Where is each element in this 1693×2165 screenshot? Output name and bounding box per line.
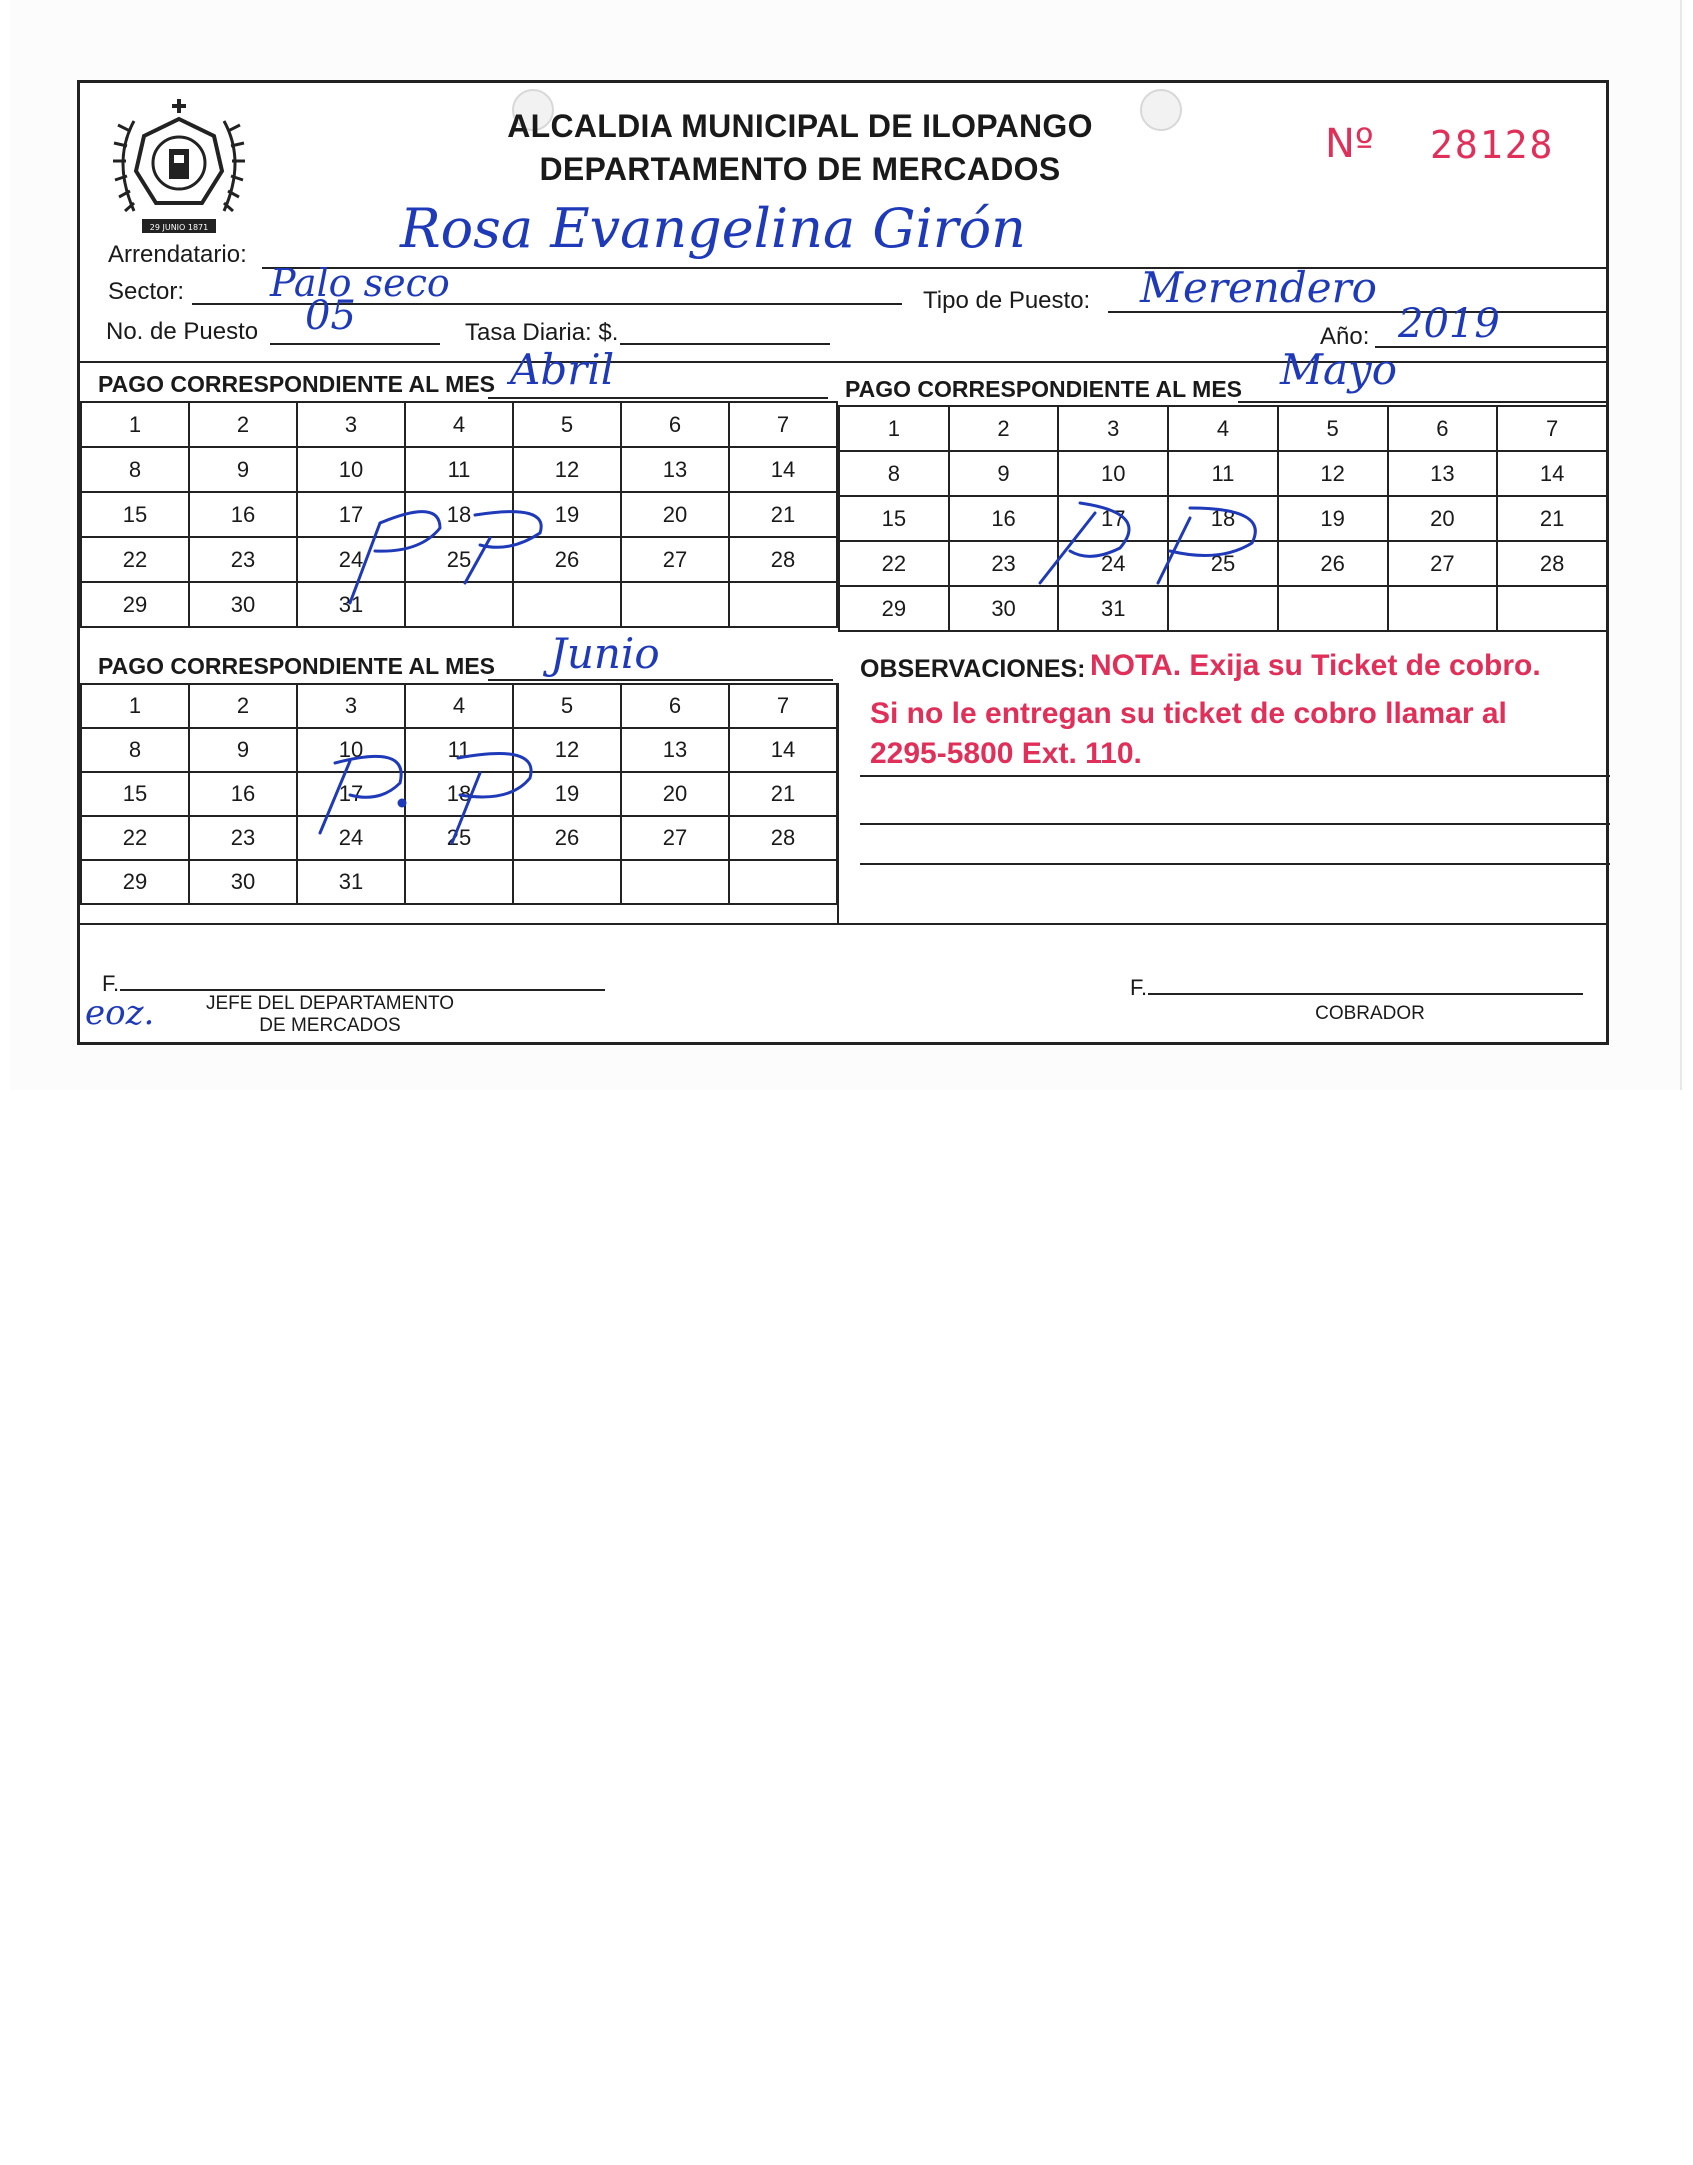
folio-symbol: Nº <box>1325 121 1374 167</box>
month-2-line <box>1238 401 1608 403</box>
observaciones-line-2 <box>860 823 1610 825</box>
calendar-day-cell[interactable]: 20 <box>1388 496 1498 541</box>
signature-right-line[interactable] <box>1148 993 1583 995</box>
calendar-week-row <box>81 402 837 447</box>
punch-hole-right <box>1140 89 1182 131</box>
calendar-week-row <box>81 582 837 627</box>
calendar-day-cell[interactable]: 1 <box>81 402 189 447</box>
calendar-day-cell[interactable]: 13 <box>621 728 729 772</box>
calendar-day-cell[interactable]: 22 <box>81 537 189 582</box>
calendar-day-cell[interactable]: 19 <box>1278 496 1388 541</box>
calendar-day-cell[interactable]: 10 <box>297 447 405 492</box>
calendar-day-cell[interactable]: 6 <box>621 402 729 447</box>
calendar-day-cell[interactable]: 26 <box>513 537 621 582</box>
nota-line-1: NOTA. Exija su Ticket de cobro. <box>1090 649 1541 682</box>
calendar-day-cell[interactable]: 29 <box>81 860 189 904</box>
arrendatario-value[interactable]: Rosa Evangelina Girón <box>400 197 1026 260</box>
calendar-day-cell[interactable]: 13 <box>1388 451 1498 496</box>
calendar-day-cell[interactable]: 18 <box>405 492 513 537</box>
calendar-day-cell[interactable] <box>513 582 621 627</box>
calendar-day-cell[interactable]: 15 <box>81 492 189 537</box>
calendar-day-cell[interactable]: 16 <box>949 496 1059 541</box>
sector-value[interactable]: Palo seco <box>270 261 450 305</box>
calendar-week-row <box>81 860 837 904</box>
calendar-day-cell[interactable]: 24 <box>297 537 405 582</box>
calendar-day-cell[interactable] <box>621 582 729 627</box>
calendar-week-row <box>839 406 1607 451</box>
title-municipality: ALCALDIA MUNICIPAL DE ILOPANGO <box>507 108 1093 144</box>
calendar-day-cell[interactable]: 22 <box>839 541 949 586</box>
calendar-day-cell[interactable]: 23 <box>949 541 1059 586</box>
calendar-day-cell[interactable] <box>729 860 837 904</box>
puesto-line <box>270 343 440 345</box>
nota-line-2: Si no le entregan su ticket de cobro llamar al <box>870 697 1507 730</box>
month-1-calendar <box>80 401 838 628</box>
observaciones-divider <box>837 683 839 923</box>
calendar-day-cell[interactable]: 2 <box>189 684 297 728</box>
calendar-week-row <box>81 492 837 537</box>
calendar-day-cell[interactable]: 21 <box>729 492 837 537</box>
calendar-day-cell[interactable]: 21 <box>729 772 837 816</box>
anio-value[interactable]: 2019 <box>1398 301 1500 347</box>
seal-banner-text: 29 JUNIO 1871 <box>149 223 209 232</box>
month-2-value[interactable]: Mayo <box>1280 345 1398 394</box>
calendar-day-cell[interactable]: 28 <box>1497 541 1607 586</box>
puesto-value[interactable]: 05 <box>305 293 356 339</box>
calendar-day-cell[interactable]: 24 <box>297 816 405 860</box>
calendar-week-row <box>839 541 1607 586</box>
calendar-day-cell[interactable]: 17 <box>1058 496 1168 541</box>
signature-left-line[interactable] <box>120 989 605 991</box>
calendar-week-row <box>81 447 837 492</box>
calendar-day-cell[interactable]: 30 <box>189 860 297 904</box>
calendar-day-cell[interactable]: 16 <box>189 772 297 816</box>
calendar-day-cell[interactable]: 21 <box>1497 496 1607 541</box>
month-3-value[interactable]: Junio <box>550 629 660 678</box>
calendar-day-cell[interactable]: 25 <box>1168 541 1278 586</box>
calendar-day-cell[interactable]: 31 <box>297 582 405 627</box>
calendar-day-cell[interactable]: 25 <box>405 537 513 582</box>
calendar-day-cell[interactable]: 22 <box>81 816 189 860</box>
calendar-week-row <box>81 816 837 860</box>
calendar-day-cell[interactable]: 31 <box>1058 586 1168 631</box>
signature-left-title-line1: JEFE DEL DEPARTAMENTO <box>205 993 455 1014</box>
calendar-day-cell[interactable]: 7 <box>729 684 837 728</box>
calendar-day-cell[interactable]: 12 <box>513 728 621 772</box>
calendar-week-row <box>839 496 1607 541</box>
calendar-day-cell[interactable]: 5 <box>513 402 621 447</box>
calendar-day-cell[interactable]: 6 <box>621 684 729 728</box>
calendar-day-cell[interactable]: 20 <box>621 772 729 816</box>
signature-right-prefix: F. <box>1130 975 1148 1000</box>
puesto-label: No. de Puesto <box>106 318 259 345</box>
calendar-day-cell[interactable]: 2 <box>949 406 1059 451</box>
calendar-day-cell[interactable]: 15 <box>839 496 949 541</box>
signature-left-title-line2: DE MERCADOS <box>259 1015 401 1036</box>
month-2-calendar <box>838 405 1608 632</box>
calendar-day-cell[interactable]: 23 <box>189 816 297 860</box>
calendar-day-cell[interactable]: 17 <box>297 772 405 816</box>
calendar-day-cell[interactable]: 29 <box>839 586 949 631</box>
month-3-label: PAGO CORRESPONDIENTE AL MES <box>98 653 496 679</box>
calendar-day-cell[interactable]: 4 <box>405 684 513 728</box>
calendar-day-cell[interactable]: 11 <box>405 447 513 492</box>
title-department: DEPARTAMENTO DE MERCADOS <box>539 151 1061 187</box>
calendar-day-cell[interactable] <box>513 860 621 904</box>
calendar-day-cell[interactable]: 31 <box>297 860 405 904</box>
calendar-day-cell[interactable]: 2 <box>189 402 297 447</box>
calendar-day-cell[interactable] <box>405 860 513 904</box>
calendar-day-cell[interactable]: 19 <box>513 772 621 816</box>
calendar-day-cell[interactable]: 26 <box>513 816 621 860</box>
calendar-day-cell[interactable]: 23 <box>189 537 297 582</box>
calendar-week-row <box>81 537 837 582</box>
arrendatario-label: Arrendatario: <box>108 241 247 268</box>
calendar-day-cell[interactable]: 3 <box>297 402 405 447</box>
calendar-day-cell[interactable]: 24 <box>1058 541 1168 586</box>
calendar-day-cell[interactable]: 14 <box>729 728 837 772</box>
calendar-day-cell[interactable]: 7 <box>729 402 837 447</box>
nota-line-3: 2295-5800 Ext. 110. <box>870 737 1142 770</box>
calendar-day-cell[interactable] <box>405 582 513 627</box>
calendar-day-cell[interactable]: 9 <box>189 728 297 772</box>
municipal-seal-logo <box>94 91 264 246</box>
calendar-day-cell[interactable]: 8 <box>81 447 189 492</box>
signature-left-prefix: F. <box>102 971 120 996</box>
tasa-line <box>620 343 830 345</box>
month-3-calendar <box>80 683 838 905</box>
calendar-day-cell[interactable]: 14 <box>729 447 837 492</box>
calendar-day-cell[interactable]: 11 <box>1168 451 1278 496</box>
calendar-day-cell[interactable]: 25 <box>405 816 513 860</box>
anio-label: Año: <box>1320 323 1370 350</box>
calendar-day-cell[interactable]: 27 <box>621 816 729 860</box>
month-3-line <box>488 679 833 681</box>
calendar-day-cell[interactable]: 4 <box>405 402 513 447</box>
tipo-puesto-value[interactable]: Merendero <box>1140 263 1377 312</box>
calendar-day-cell[interactable]: 3 <box>297 684 405 728</box>
calendar-day-cell[interactable]: 30 <box>949 586 1059 631</box>
calendar-day-cell[interactable] <box>1278 586 1388 631</box>
folio-number: 28128 <box>1430 123 1555 167</box>
calendar-day-cell[interactable]: 1 <box>839 406 949 451</box>
calendar-day-cell[interactable]: 8 <box>81 728 189 772</box>
calendar-day-cell[interactable]: 19 <box>513 492 621 537</box>
calendar-day-cell[interactable]: 12 <box>1278 451 1388 496</box>
calendar-day-cell[interactable] <box>729 582 837 627</box>
calendar-day-cell[interactable] <box>1388 586 1498 631</box>
calendar-day-cell[interactable]: 6 <box>1388 406 1498 451</box>
tipo-puesto-label: Tipo de Puesto: <box>923 287 1091 314</box>
calendar-day-cell[interactable] <box>621 860 729 904</box>
calendar-day-cell[interactable]: 17 <box>297 492 405 537</box>
calendar-day-cell[interactable]: 27 <box>1388 541 1498 586</box>
calendar-day-cell[interactable]: 14 <box>1497 451 1607 496</box>
calendar-day-cell[interactable] <box>1168 586 1278 631</box>
calendar-day-cell[interactable]: 7 <box>1497 406 1607 451</box>
calendar-day-cell[interactable]: 26 <box>1278 541 1388 586</box>
signature-right-title: COBRADOR <box>1315 1003 1425 1024</box>
tasa-label: Tasa Diaria: $. <box>465 319 619 346</box>
calendar-day-cell[interactable]: 11 <box>405 728 513 772</box>
calendar-week-row <box>839 451 1607 496</box>
calendar-day-cell[interactable]: 20 <box>621 492 729 537</box>
margin-handwritten-note: eoz. <box>85 993 155 1033</box>
calendar-day-cell[interactable]: 9 <box>949 451 1059 496</box>
calendar-day-cell[interactable]: 1 <box>81 684 189 728</box>
calendar-day-cell[interactable]: 28 <box>729 816 837 860</box>
calendar-day-cell[interactable]: 28 <box>729 537 837 582</box>
calendar-day-cell[interactable]: 18 <box>1168 496 1278 541</box>
calendar-week-row <box>81 772 837 816</box>
calendar-day-cell[interactable]: 8 <box>839 451 949 496</box>
calendar-day-cell[interactable]: 30 <box>189 582 297 627</box>
calendar-day-cell[interactable]: 15 <box>81 772 189 816</box>
calendar-day-cell[interactable]: 3 <box>1058 406 1168 451</box>
observaciones-label: OBSERVACIONES: <box>860 655 1086 683</box>
observaciones-line-3 <box>860 863 1610 865</box>
month-1-line <box>488 397 828 399</box>
sector-label: Sector: <box>108 278 185 305</box>
calendar-day-cell[interactable]: 9 <box>189 447 297 492</box>
calendar-day-cell[interactable]: 16 <box>189 492 297 537</box>
footer-divider <box>80 923 1608 925</box>
calendar-day-cell[interactable] <box>1497 586 1607 631</box>
calendar-week-row <box>81 684 837 728</box>
month-2-label: PAGO CORRESPONDIENTE AL MES <box>845 376 1243 402</box>
calendar-day-cell[interactable]: 10 <box>297 728 405 772</box>
observaciones-line-1 <box>860 775 1610 777</box>
calendar-day-cell[interactable]: 10 <box>1058 451 1168 496</box>
calendar-week-row <box>81 728 837 772</box>
calendar-day-cell[interactable]: 12 <box>513 447 621 492</box>
month-1-value[interactable]: Abril <box>510 345 615 394</box>
calendar-day-cell[interactable]: 5 <box>1278 406 1388 451</box>
signature-left-title <box>180 993 480 1037</box>
calendar-day-cell[interactable]: 29 <box>81 582 189 627</box>
calendar-day-cell[interactable]: 5 <box>513 684 621 728</box>
calendar-week-row <box>839 586 1607 631</box>
payment-card <box>77 80 1609 1045</box>
arrendatario-line <box>262 267 1607 269</box>
calendar-day-cell[interactable]: 27 <box>621 537 729 582</box>
calendar-day-cell[interactable]: 18 <box>405 772 513 816</box>
month-1-label: PAGO CORRESPONDIENTE AL MES <box>98 371 496 397</box>
calendar-day-cell[interactable]: 4 <box>1168 406 1278 451</box>
calendar-day-cell[interactable]: 13 <box>621 447 729 492</box>
